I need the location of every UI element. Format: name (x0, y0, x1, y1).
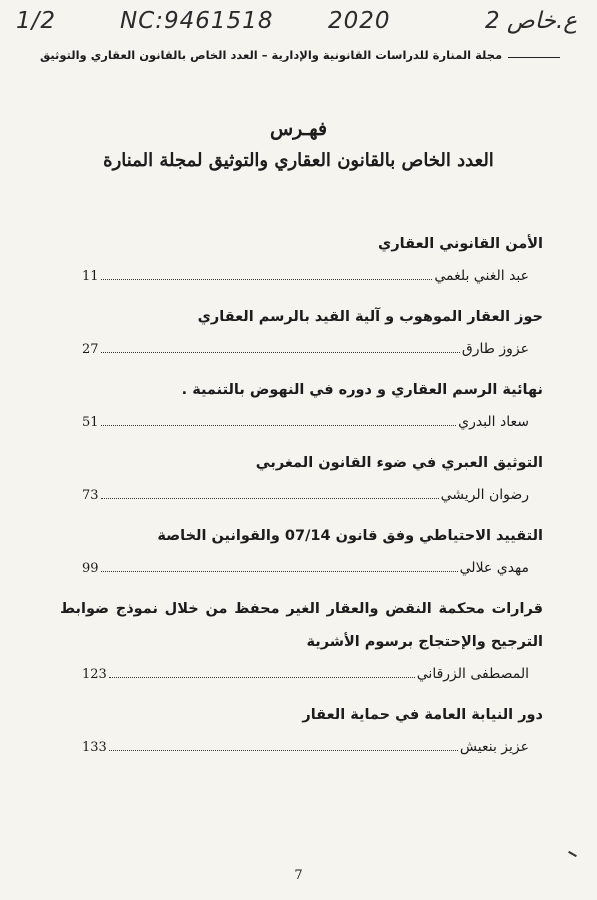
dot-leader (101, 571, 458, 572)
toc-entry (60, 228, 543, 291)
page-number: 7 (294, 868, 303, 883)
entry-author: عزوز طارق (461, 341, 529, 357)
entry-author: مهدي علالي (459, 560, 529, 576)
toc-entry (60, 374, 543, 437)
entry-title: قرارات محكمة النقض والعقار الغير محفظ من خلال نموذج ضوابط الترجيح والإحتجاج برسوم الأشرية (60, 601, 543, 650)
toc-entry (60, 520, 543, 583)
dot-leader (101, 352, 460, 353)
entry-author-line (60, 659, 543, 689)
entry-title: دور النيابة العامة في حماية العقار (302, 707, 543, 723)
entry-page-number: 99 (82, 561, 99, 576)
handwritten-fraction: 1/2 (16, 8, 57, 34)
entry-title: التقييد الاحتياطي وفق قانون 07/14 والقوانين الخاصة (157, 528, 543, 544)
entry-page-number: 51 (82, 415, 99, 430)
entry-title: الأمن القانوني العقاري (378, 236, 543, 252)
entry-page-number: 27 (82, 342, 99, 357)
entry-author-line (60, 334, 543, 364)
dot-leader (109, 750, 458, 751)
entry-author: رضوان الريشي (440, 487, 529, 503)
entry-author: سعاد البدري (458, 414, 529, 430)
entry-title: التوثيق العبري في ضوء القانون المغربي (255, 455, 543, 471)
entry-author: عبد الغني بلغمي (434, 268, 529, 284)
table-of-contents (60, 228, 543, 772)
entry-page-number: 73 (82, 488, 99, 503)
dot-leader (101, 425, 457, 426)
entry-author: عزيز بنعيش (459, 739, 529, 755)
entry-author-line (60, 480, 543, 510)
toc-entry (60, 699, 543, 762)
entry-author-line (60, 732, 543, 762)
handwritten-reference: NC:9461518 (120, 8, 274, 34)
handwritten-year: 2020 (328, 8, 391, 34)
entry-author-line (60, 553, 543, 583)
header-rule (508, 57, 560, 58)
journal-header-text: مجلة المنارة للدراسات القانونية والإدارية – العدد الخاص بالقانون العقاري والتوثيق (40, 48, 503, 62)
toc-entry (60, 301, 543, 364)
entry-title: حوز العقار الموهوب و آلية القيد بالرسم العقاري (197, 309, 543, 325)
dot-leader (101, 279, 433, 280)
entry-page-number: 133 (82, 740, 107, 755)
entry-title: نهائية الرسم العقاري و دوره في النهوض بالتنمية . (181, 382, 543, 398)
dot-leader (109, 677, 415, 678)
toc-entry (60, 447, 543, 510)
entry-author-line (60, 261, 543, 291)
handwritten-issue-note: ع.خاص 2 (484, 8, 577, 34)
issue-title: العدد الخاص بالقانون العقاري والتوثيق لمجلة المنارة (103, 150, 494, 171)
entry-page-number: 11 (82, 269, 99, 284)
running-header (40, 48, 560, 62)
entry-author-line (60, 407, 543, 437)
toc-entry (60, 593, 543, 689)
stray-pen-mark (568, 851, 577, 857)
entry-author: المصطفى الزرقاني (416, 666, 529, 682)
dot-leader (101, 498, 439, 499)
entry-page-number: 123 (82, 667, 107, 682)
index-title: فهـرس (269, 118, 328, 140)
handwritten-annotations (0, 6, 597, 40)
